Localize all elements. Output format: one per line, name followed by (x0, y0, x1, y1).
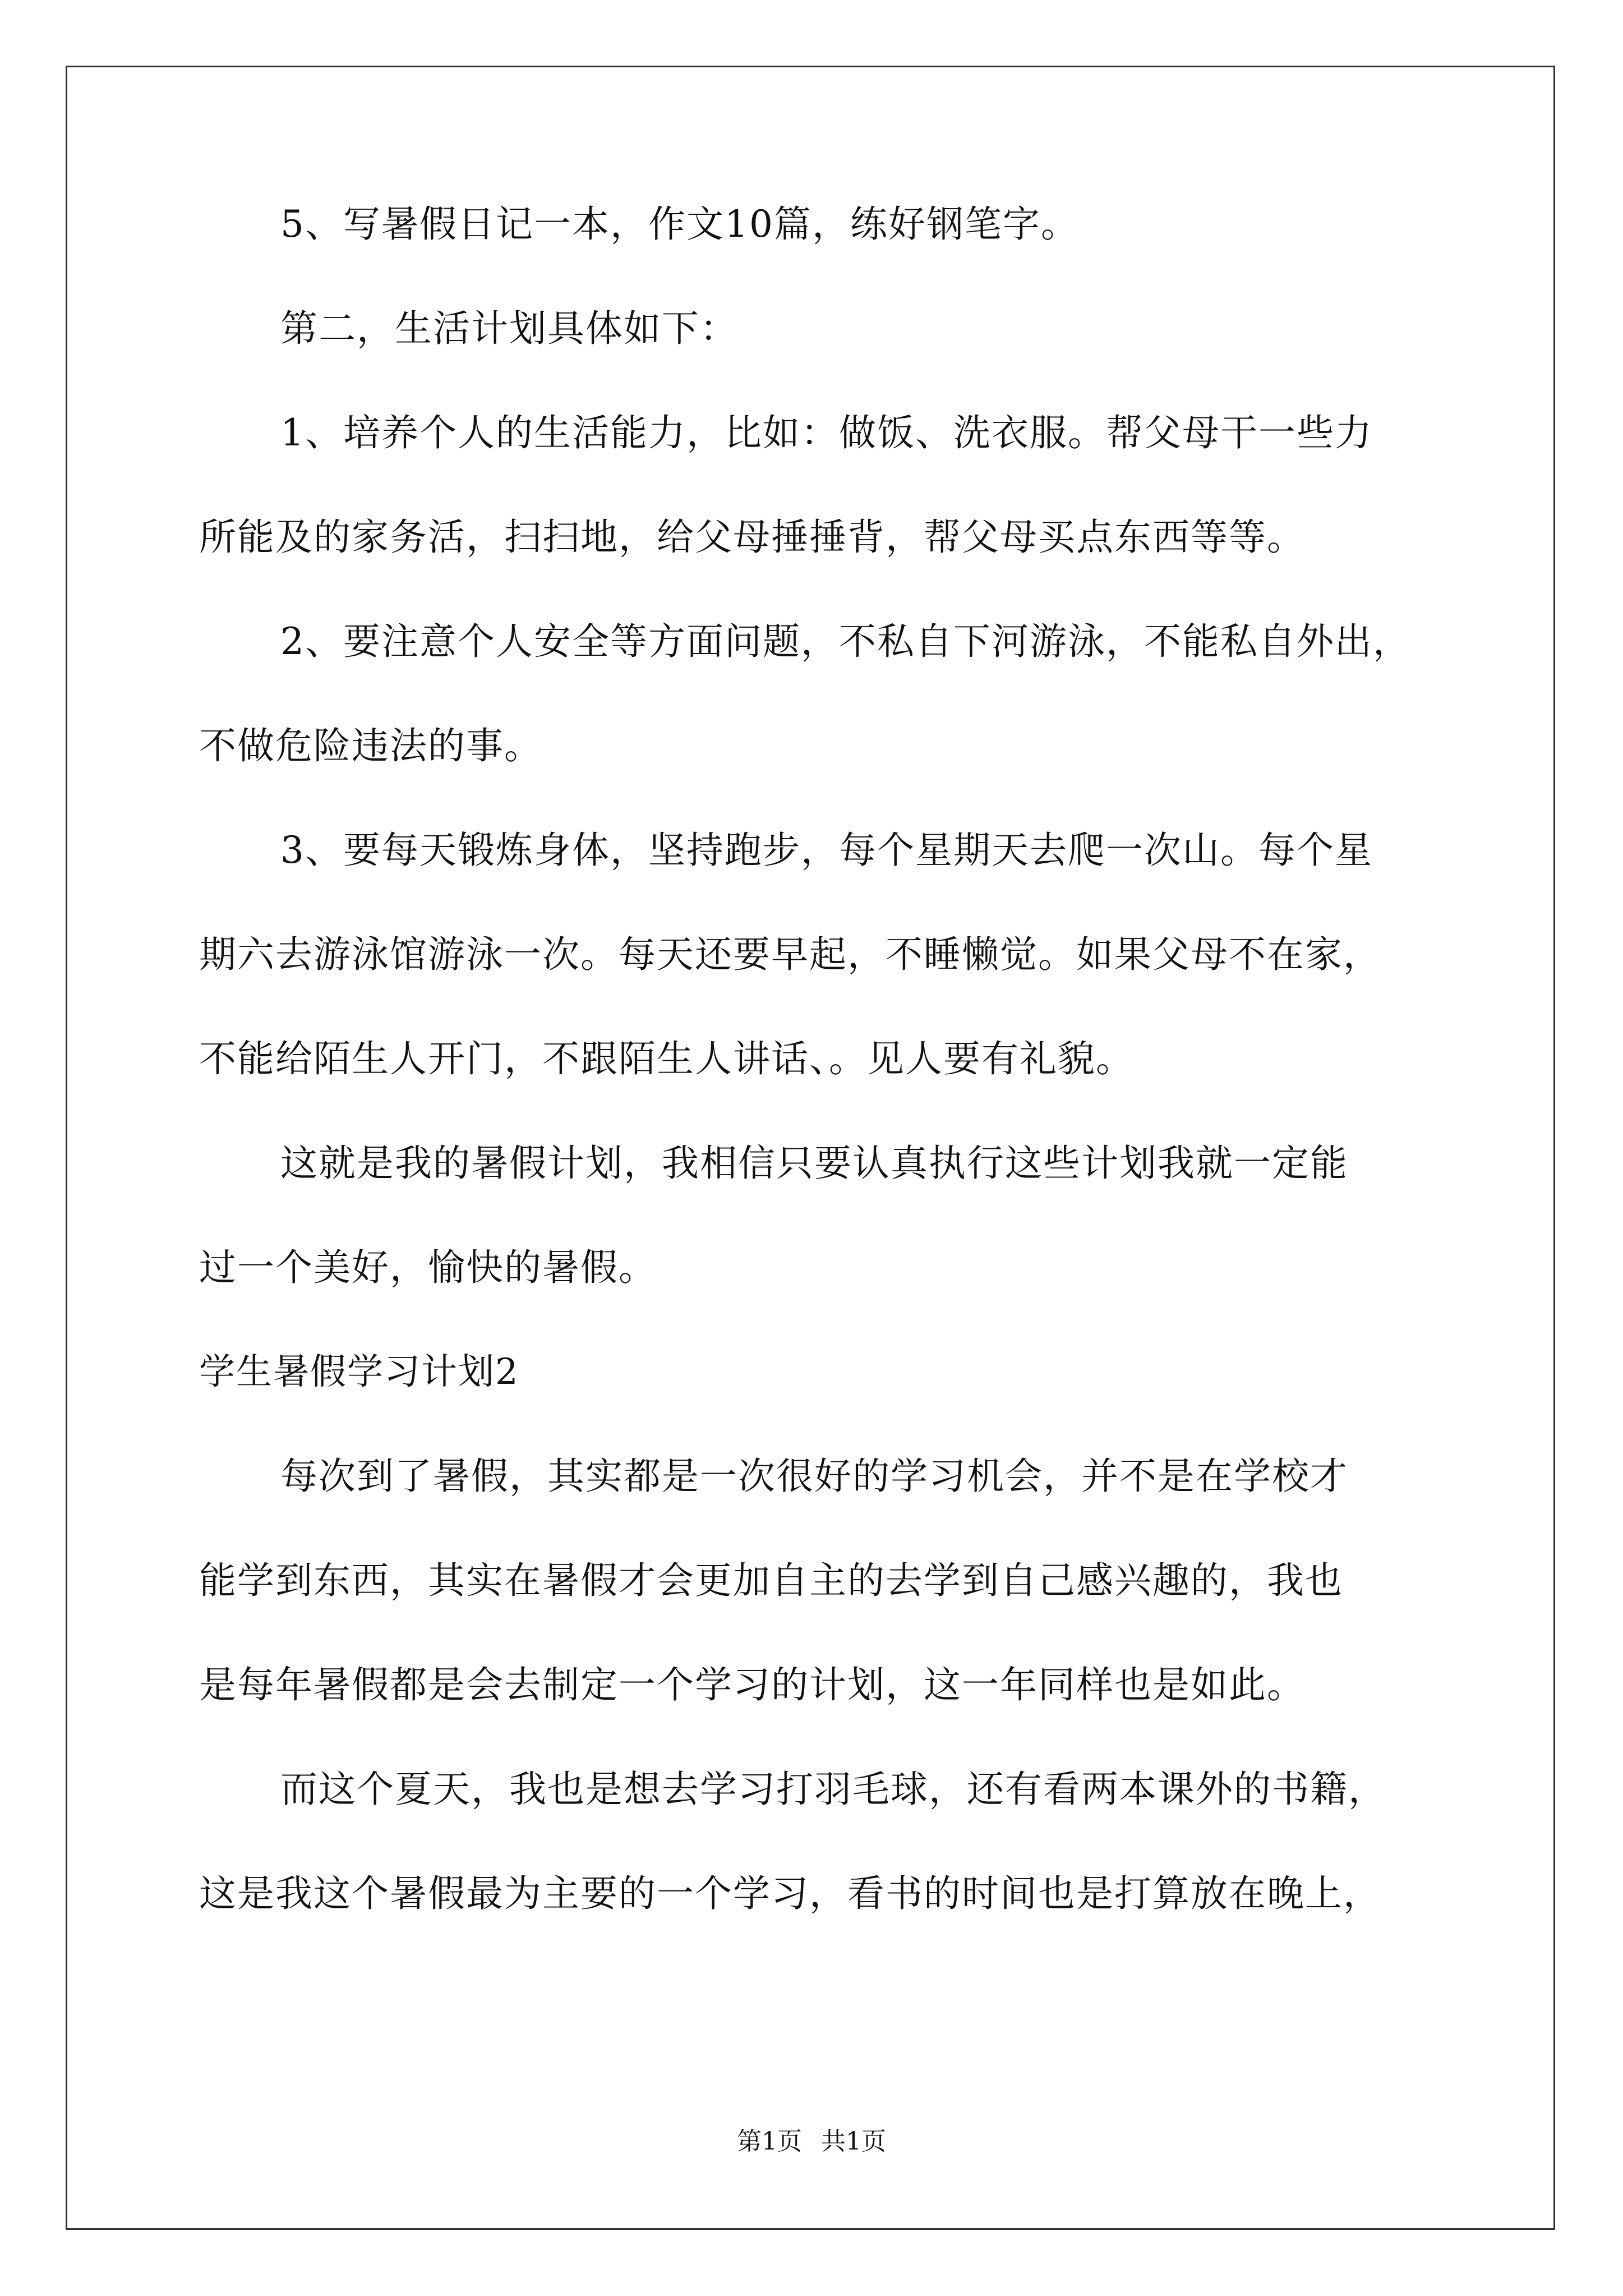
paragraph-line: 过一个美好，愉快的暑假。 (199, 1246, 657, 1289)
paragraph-line: 而这个夏天，我也是想去学习打羽毛球，还有看两本课外的书籍， (280, 1768, 1386, 1811)
page-footer (0, 2127, 1623, 2156)
paragraph-line: 3、要每天锻炼身体，坚持跑步，每个星期天去爬一次山。每个星 (280, 829, 1373, 872)
paragraph-line: 每次到了暑假，其实都是一次很好的学习机会，并不是在学校才 (280, 1455, 1348, 1498)
paragraph-line: 5、写暑假日记一本，作文10篇，练好钢笔字。 (280, 203, 1079, 246)
paragraph-line: 这就是我的暑假计划，我相信只要认真执行这些计划我就一定能 (280, 1142, 1348, 1185)
paragraph-line: 2、要注意个人安全等方面问题，不私自下河游泳，不能私自外出， (280, 620, 1411, 663)
paragraph-line: 这是我这个暑假最为主要的一个学习，看书的时间也是打算放在晚上， (199, 1872, 1381, 1915)
paragraph-line: 不能给陌生人开门，不跟陌生人讲话、。见人要有礼貌。 (199, 1037, 1134, 1080)
section-heading-line: 第二，生活计划具体如下： (280, 307, 738, 350)
page-number: 第1页 (737, 2127, 802, 2156)
page-total: 共1页 (821, 2127, 886, 2156)
paragraph-line: 能学到东西，其实在暑假才会更加自主的去学到自己感兴趣的，我也 (199, 1559, 1343, 1602)
paragraph-line: 1、培养个人的生活能力，比如：做饭、洗衣服。帮父母干一些力 (280, 411, 1373, 454)
paragraph-line: 不做危险违法的事。 (199, 724, 542, 767)
paragraph-line: 期六去游泳馆游泳一次。每天还要早起，不睡懒觉。如果父母不在家， (199, 933, 1381, 976)
document-body (199, 202, 1438, 1976)
document-heading: 学生暑假学习计划2 (199, 1351, 519, 1393)
paragraph-line: 是每年暑假都是会去制定一个学习的计划，这一年同样也是如此。 (199, 1663, 1305, 1706)
paragraph-line: 所能及的家务活，扫扫地，给父母捶捶背，帮父母买点东西等等。 (199, 516, 1305, 559)
